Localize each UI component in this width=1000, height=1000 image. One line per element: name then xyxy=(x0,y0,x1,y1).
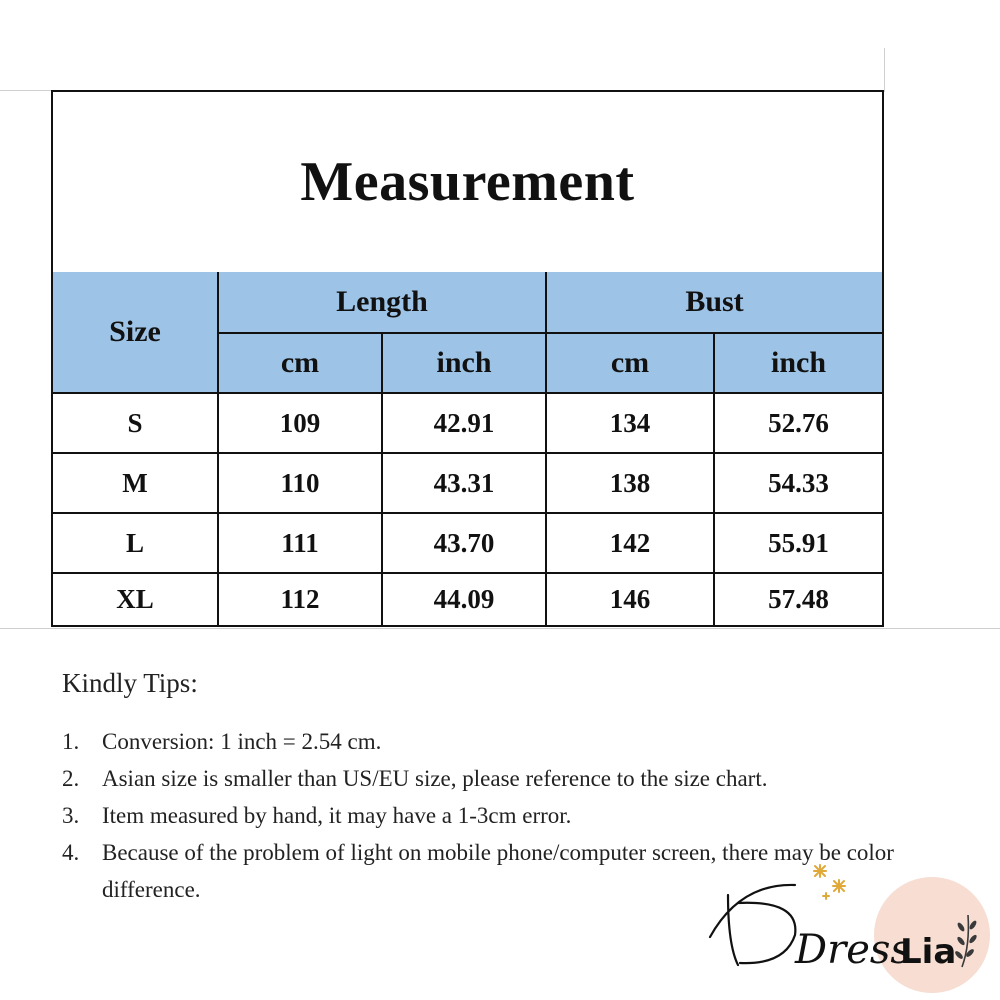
value-cell xyxy=(383,514,547,574)
unit-header xyxy=(219,334,383,394)
size-cell xyxy=(53,454,219,514)
tip-text: Conversion: 1 inch = 2.54 cm. xyxy=(102,729,382,754)
value-label: 138 xyxy=(609,467,651,498)
size-header xyxy=(53,272,219,394)
value-cell xyxy=(715,574,882,625)
value-cell xyxy=(547,574,715,625)
tip-text: Item measured by hand, it may have a 1-3cm error. xyxy=(102,803,572,828)
size-cell xyxy=(53,574,219,625)
value-label: 112 xyxy=(280,584,320,614)
tips-heading: Kindly Tips: xyxy=(62,668,198,698)
size-cell xyxy=(53,394,219,454)
tip-number: 3. xyxy=(62,803,80,828)
size-cell xyxy=(53,514,219,574)
length-header-label: Length xyxy=(336,285,428,318)
value-label: 57.48 xyxy=(768,584,829,614)
value-cell xyxy=(715,454,882,514)
value-cell xyxy=(219,454,383,514)
value-cell xyxy=(715,394,882,454)
bust-header-label: Bust xyxy=(685,285,744,318)
value-label: 43.31 xyxy=(433,467,495,498)
logo-bold-text: Lia xyxy=(900,932,957,972)
unit-header xyxy=(547,334,715,394)
unit-header-label: cm xyxy=(280,346,320,379)
value-cell xyxy=(715,514,882,574)
unit-header xyxy=(715,334,882,394)
length-header xyxy=(219,272,547,334)
size-header-label: Size xyxy=(109,315,161,348)
guide-line-bottom xyxy=(0,628,1000,629)
tip-item xyxy=(62,723,972,760)
value-cell xyxy=(383,394,547,454)
bust-header xyxy=(547,272,882,334)
size-chart-table xyxy=(51,90,884,627)
title-box xyxy=(53,92,882,274)
tip-text: Because of the problem of light on mobile phone/computer screen, there may be color difference. xyxy=(102,840,894,902)
value-label: 134 xyxy=(609,407,651,438)
value-label: 54.33 xyxy=(768,467,829,498)
value-cell xyxy=(383,454,547,514)
tip-number: 4. xyxy=(62,840,80,865)
size-label: XL xyxy=(116,584,154,614)
unit-header xyxy=(383,334,547,394)
unit-header-label: cm xyxy=(610,346,650,379)
guide-line-vertical xyxy=(884,48,885,92)
value-label: 42.91 xyxy=(433,407,495,438)
value-label: 55.91 xyxy=(768,527,829,558)
guide-line-top xyxy=(0,90,52,91)
unit-header-label: inch xyxy=(436,346,492,379)
value-cell xyxy=(547,454,715,514)
value-label: 146 xyxy=(609,584,651,614)
logo-letter-d-flourish xyxy=(710,885,795,965)
unit-header-label: inch xyxy=(770,346,827,379)
value-cell xyxy=(547,394,715,454)
value-cell xyxy=(383,574,547,625)
tip-item xyxy=(62,797,972,834)
size-label: L xyxy=(125,527,144,558)
size-label: M xyxy=(122,467,148,498)
value-cell xyxy=(219,394,383,454)
value-label: 110 xyxy=(280,467,320,498)
size-label: S xyxy=(127,407,143,438)
value-label: 109 xyxy=(279,407,321,438)
dresslia-logo xyxy=(700,855,1000,1000)
value-label: 52.76 xyxy=(768,407,829,438)
value-cell xyxy=(219,514,383,574)
tip-item xyxy=(62,760,972,797)
value-label: 43.70 xyxy=(433,527,495,558)
value-label: 142 xyxy=(609,527,651,558)
tip-number: 1. xyxy=(62,729,80,754)
table-title: Measurement xyxy=(300,151,635,213)
tip-text: Asian size is smaller than US/EU size, please reference to the size chart. xyxy=(102,766,768,791)
value-label: 44.09 xyxy=(433,584,495,614)
value-cell xyxy=(219,574,383,625)
value-label: 111 xyxy=(281,527,319,558)
tip-number: 2. xyxy=(62,766,80,791)
sparkle-icon xyxy=(814,865,845,899)
value-cell xyxy=(547,514,715,574)
logo-script-text: Dress xyxy=(795,927,911,973)
